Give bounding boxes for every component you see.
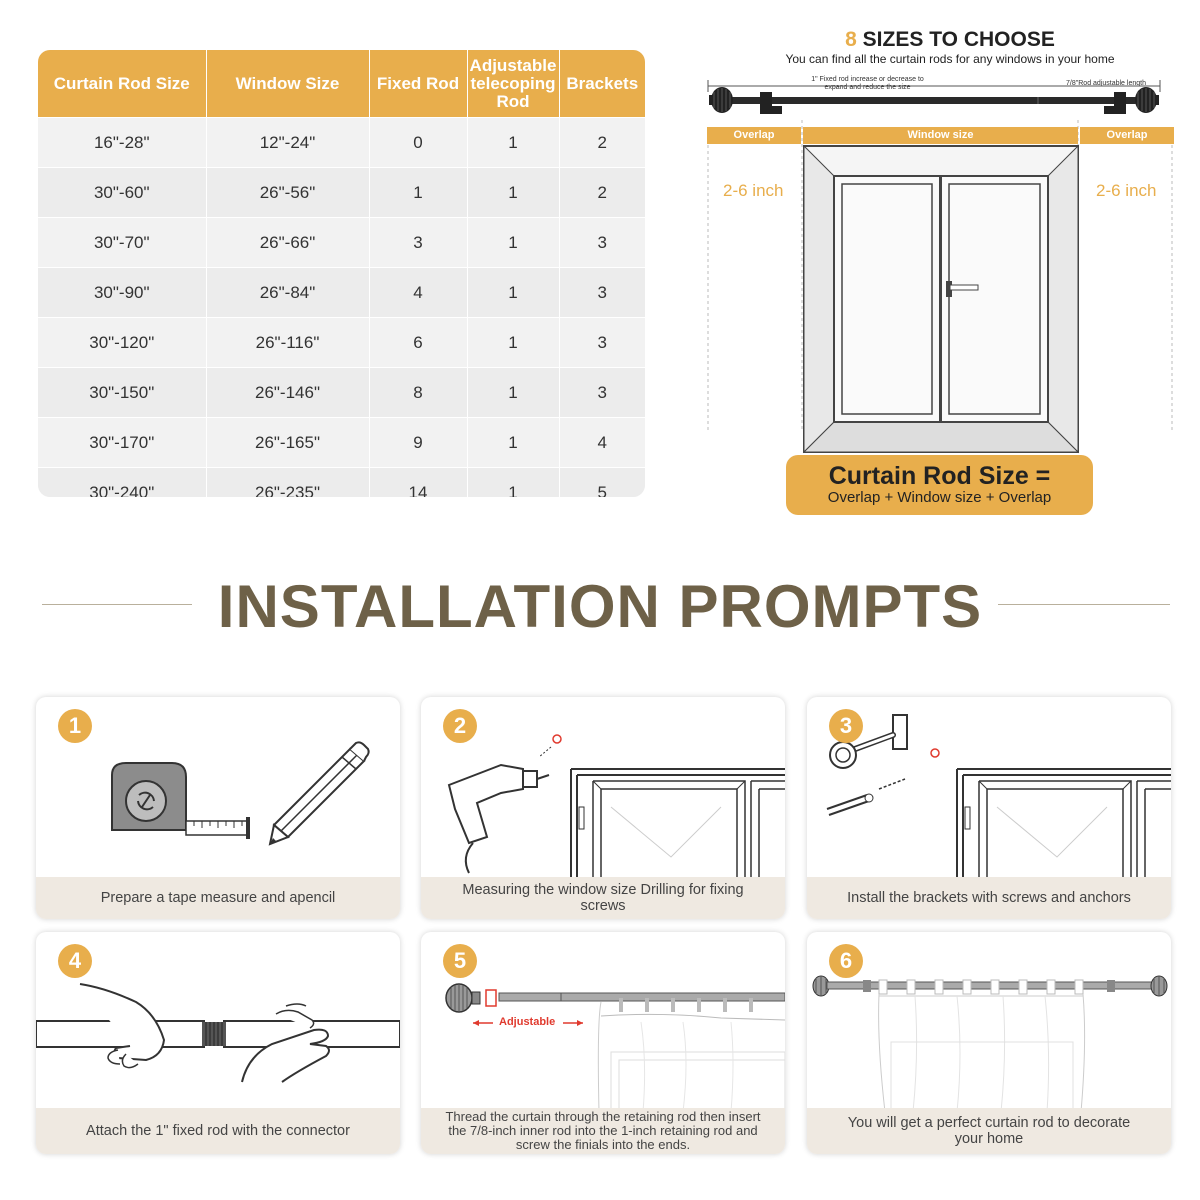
- size-table: [38, 50, 645, 497]
- step-number-badge: 1: [58, 709, 92, 743]
- table-cell-brackets: 3: [559, 268, 645, 318]
- table-cell-fixed-rod: 14: [369, 468, 467, 498]
- overlap-left-bar: Overlap: [707, 127, 801, 144]
- curtain-icon: [879, 980, 1085, 1112]
- table-row: [38, 218, 645, 268]
- table-cell-brackets: 3: [559, 218, 645, 268]
- table-cell-rod-size: 30"-240": [38, 468, 206, 498]
- curtain-rod-icon: [813, 976, 1167, 996]
- table-cell-rod-size: 30"-90": [38, 268, 206, 318]
- table-row: [38, 268, 645, 318]
- table-cell-fixed-rod: 0: [369, 118, 467, 168]
- table-row: [38, 418, 645, 468]
- window-frame-icon: [957, 769, 1171, 877]
- sizes-title-text: SIZES TO CHOOSE: [856, 28, 1055, 51]
- table-cell-brackets: 4: [559, 418, 645, 468]
- sizes-count: 8: [845, 28, 857, 51]
- sizes-title: [700, 28, 1200, 52]
- curtain-icon: [598, 998, 785, 1112]
- adjustable-rod-note: 7/8"Rod adjustable length: [1066, 80, 1146, 87]
- table-cell-fixed-rod: 9: [369, 418, 467, 468]
- table-cell-rod-size: 30"-150": [38, 368, 206, 418]
- step-card-4: [36, 932, 400, 1154]
- step-number-badge: 5: [443, 944, 477, 978]
- overlap-left-inch: 2-6 inch: [723, 181, 784, 200]
- table-cell-window-size: 26"-56": [206, 168, 369, 218]
- table-cell-fixed-rod: 6: [369, 318, 467, 368]
- table-cell-adjustable: 1: [467, 368, 559, 418]
- fixed-rod-note: 1" Fixed rod increase or decrease to expand and reduce the size: [811, 76, 924, 91]
- step-caption: Prepare a tape measure and apencil: [36, 877, 400, 919]
- table-cell-rod-size: 30"-60": [38, 168, 206, 218]
- formula-title: Curtain Rod Size =: [828, 462, 1051, 490]
- table-cell-brackets: 2: [559, 118, 645, 168]
- table-cell-adjustable: 1: [467, 218, 559, 268]
- table-cell-rod-size: 30"-170": [38, 418, 206, 468]
- step-card-1: [36, 697, 400, 919]
- table-cell-window-size: 26"-116": [206, 318, 369, 368]
- table-row: [38, 318, 645, 368]
- step-card-6: [807, 932, 1171, 1154]
- step-caption: Attach the 1" fixed rod with the connector: [36, 1108, 400, 1154]
- formula-box: [786, 455, 1093, 515]
- heading-line-right: [998, 604, 1170, 605]
- table-cell-fixed-rod: 4: [369, 268, 467, 318]
- table-cell-adjustable: 1: [467, 468, 559, 498]
- formula-subtitle: Overlap + Window size + Overlap: [827, 489, 1052, 506]
- curtain-rod-icon: [709, 87, 1159, 114]
- table-cell-rod-size: 30"-120": [38, 318, 206, 368]
- step-card-2: [421, 697, 785, 919]
- table-cell-fixed-rod: 1: [369, 168, 467, 218]
- adjustable-label: Adjustable: [499, 1016, 556, 1028]
- table-cell-window-size: 26"-84": [206, 268, 369, 318]
- header-brackets: Brackets: [559, 50, 645, 118]
- table-cell-rod-size: 30"-70": [38, 218, 206, 268]
- overlap-right-bar: Overlap: [1080, 127, 1174, 144]
- table-cell-window-size: 12"-24": [206, 118, 369, 168]
- table-cell-rod-size: 16"-28": [38, 118, 206, 168]
- table-cell-brackets: 3: [559, 318, 645, 368]
- table-header-row: [38, 50, 645, 118]
- table-row: [38, 368, 645, 418]
- table-row: [38, 118, 645, 168]
- finial-icon: [446, 984, 496, 1012]
- sizes-subtitle: You can find all the curtain rods for any windows in your home: [785, 52, 1115, 66]
- step-card-3: [807, 697, 1171, 919]
- overlap-right-inch: 2-6 inch: [1096, 181, 1157, 200]
- table-cell-adjustable: 1: [467, 318, 559, 368]
- drill-icon: [449, 765, 549, 873]
- table-cell-window-size: 26"-165": [206, 418, 369, 468]
- table-cell-fixed-rod: 3: [369, 218, 467, 268]
- header-window-size: Window Size: [206, 50, 369, 118]
- installation-title: INSTALLATION PROMPTS: [217, 573, 983, 640]
- table-cell-brackets: 3: [559, 368, 645, 418]
- rod-connector-icon: [36, 1021, 400, 1047]
- table-row: [38, 468, 645, 498]
- table-cell-adjustable: 1: [467, 418, 559, 468]
- step-caption: You will get a perfect curtain rod to decorate your home: [807, 1108, 1171, 1154]
- step-caption: Measuring the window size Drilling for fixing screws: [421, 877, 785, 919]
- header-fixed-rod: Fixed Rod: [369, 50, 467, 118]
- table-cell-adjustable: 1: [467, 118, 559, 168]
- table-cell-brackets: 2: [559, 168, 645, 218]
- step-caption: Thread the curtain through the retaining rod then insert the 7/8-inch inner rod into the 1-inch retaining rod and screw the finials into the ends.: [421, 1108, 785, 1154]
- step-number-badge: 2: [443, 709, 477, 743]
- pencil-icon: [270, 742, 369, 844]
- step-number-badge: 3: [829, 709, 863, 743]
- table-cell-brackets: 5: [559, 468, 645, 498]
- window-size-bar: Window size: [803, 127, 1078, 144]
- table-cell-adjustable: 1: [467, 168, 559, 218]
- step-number-badge: 6: [829, 944, 863, 978]
- step-card-5: [421, 932, 785, 1154]
- step-number-badge: 4: [58, 944, 92, 978]
- step-caption: Install the brackets with screws and anchors: [807, 877, 1171, 919]
- window-icon: [804, 146, 1078, 452]
- table-cell-window-size: 26"-235": [206, 468, 369, 498]
- table-cell-fixed-rod: 8: [369, 368, 467, 418]
- table-row: [38, 168, 645, 218]
- table-cell-adjustable: 1: [467, 268, 559, 318]
- header-rod-size: Curtain Rod Size: [38, 50, 206, 118]
- table-cell-window-size: 26"-146": [206, 368, 369, 418]
- screw-anchor-icon: [827, 779, 905, 815]
- window-frame-icon: [571, 769, 785, 877]
- tape-measure-icon: [112, 763, 250, 839]
- header-adjustable-rod: Adjustable telecoping Rod: [467, 50, 559, 118]
- table-cell-window-size: 26"-66": [206, 218, 369, 268]
